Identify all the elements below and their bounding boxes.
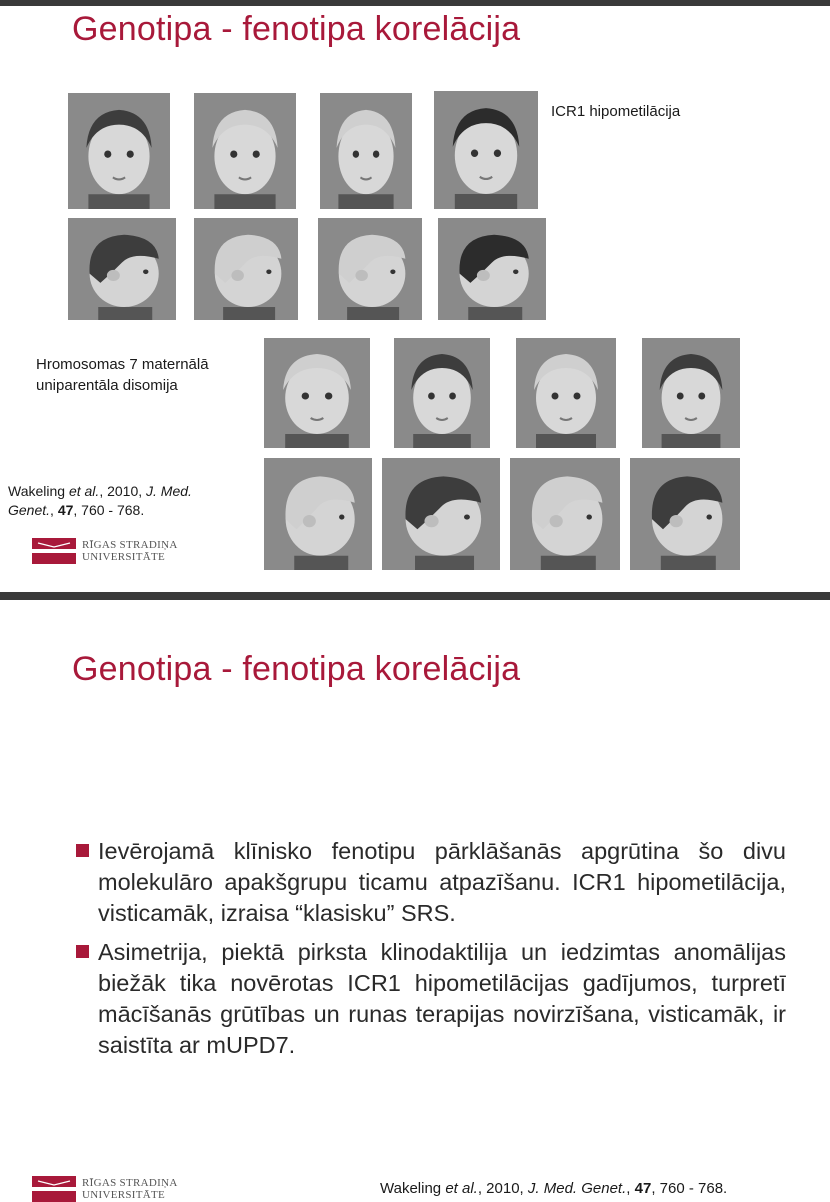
child-photo-mupd7-profile: [630, 458, 740, 570]
logo-line1: RĪGAS STRADIŅA: [82, 539, 178, 551]
citation-journal: J. Med. Genet.: [527, 1180, 627, 1197]
citation-sep: ,: [626, 1180, 635, 1197]
child-photo-icr1-frontal: [320, 93, 412, 209]
mupd7-label-line1: Hromosomas 7 maternālā: [36, 356, 209, 373]
child-photo-mupd7-profile: [264, 458, 372, 570]
slide-2-citation: [380, 1180, 727, 1197]
child-photo-icr1-frontal: [194, 93, 296, 209]
child-photo-mupd7-profile: [382, 458, 500, 570]
bullet-text: Asimetrija, piektā pirksta klinodaktilija un iedzimtas anomālijas biežāk tika novērotas ICR1 hipometilācijas gadījumos, turpretī mācīšanās grūtības un runas terapijas novirzīšana, visticamāk, ir saistīta ar mUPD7.: [98, 939, 786, 1058]
icr1-label: ICR1 hipometilācija: [551, 103, 681, 120]
bullet-text: Ievērojamā klīnisko fenotipu pārklāšanās apgrūtina šo divu molekulāro apakšgrupu ticamu atpazīšanu. ICR1 hipometilācija, visticamāk, izraisa “klasisku” SRS.: [98, 838, 786, 926]
citation-volume: 47: [634, 1180, 652, 1197]
citation-year: , 2010,: [477, 1180, 528, 1197]
citation-etal: et al.: [445, 1180, 478, 1197]
bullet-square-icon: [76, 945, 89, 958]
child-photo-icr1-profile: [194, 218, 298, 320]
rsu-flag-icon: [32, 1176, 76, 1202]
citation-author: Wakeling: [8, 483, 69, 499]
logo-line2: UNIVERSITĀTE: [82, 1189, 166, 1201]
bullet-item: [74, 836, 786, 929]
rsu-logo: [32, 538, 178, 564]
mupd7-label: [36, 354, 209, 396]
citation-sep: ,: [50, 502, 58, 518]
child-photo-icr1-profile: [318, 218, 422, 320]
logo-line2: UNIVERSITĀTE: [82, 551, 166, 563]
citation-author: Wakeling: [380, 1180, 446, 1197]
child-photo-icr1-frontal: [434, 91, 538, 209]
citation-pages: , 760 - 768.: [651, 1180, 728, 1197]
bullet-item: [74, 937, 786, 1061]
citation-journal: J. Med.: [146, 483, 192, 499]
citation-etal: et al.: [68, 483, 100, 499]
child-photo-mupd7-frontal: [642, 338, 740, 448]
child-photo-icr1-frontal: [68, 93, 170, 209]
child-photo-mupd7-profile: [510, 458, 620, 570]
bullet-list: [74, 836, 786, 1069]
slide-1-citation: [8, 482, 192, 520]
child-photo-icr1-profile: [438, 218, 546, 320]
child-photo-mupd7-frontal: [516, 338, 616, 448]
citation-year: , 2010,: [99, 483, 147, 499]
slide-1-title: Genotipa - fenotipa korelācija: [72, 10, 521, 48]
top-border: [0, 0, 830, 6]
child-photo-mupd7-frontal: [264, 338, 370, 448]
citation-volume: 47: [57, 502, 74, 518]
slide-divider: [0, 592, 830, 600]
citation-journal-2: Genet.: [8, 502, 51, 518]
logo-line1: RĪGAS STRADIŅA: [82, 1177, 178, 1189]
bullet-square-icon: [76, 844, 89, 857]
slide-2-title: Genotipa - fenotipa korelācija: [72, 650, 521, 688]
child-photo-icr1-profile: [68, 218, 176, 320]
citation-pages: , 760 - 768.: [73, 502, 145, 518]
rsu-logo-2: [32, 1176, 178, 1202]
mupd7-label-line2: uniparentāla disomija: [36, 377, 178, 394]
child-photo-mupd7-frontal: [394, 338, 490, 448]
rsu-flag-icon: [32, 538, 76, 564]
